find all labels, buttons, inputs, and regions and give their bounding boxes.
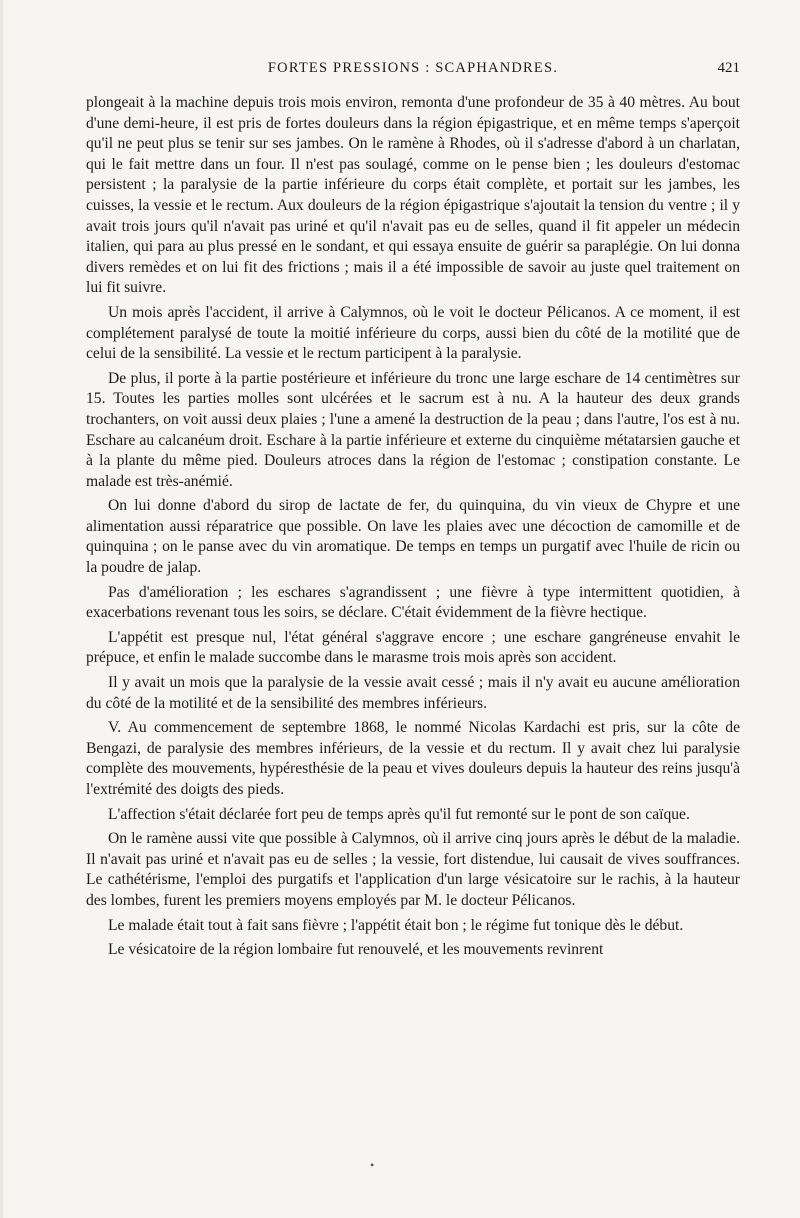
- paragraph: On lui donne d'abord du sirop de lactate de fer, du quinquina, du vin vieux de Chypre et une alimentation aussi réparatrice que possible. On lave les plaies avec une décoction de camomille et de quinquina ; on le panse avec du vin aromatique. De temps en temps un purgatif avec l'huile de ricin ou la poudre de jalap.: [86, 497, 740, 577]
- page-number: 421: [717, 60, 740, 76]
- paragraph: plongeait à la machine depuis trois mois environ, remonta d'une profondeur de 35 à 40 mètres. Au bout d'une demi-heure, il est pris de fortes douleurs dans la région épigastrique, et en même temps s'aperçoit qu'il ne peut plus se tenir sur ses jambes. On le ramène à Rhodes, où il s'adresse d'abord à un charlatan, qui le fait mettre dans un four. Il n'est pas soulagé, comme on le pense bien ; les douleurs d'estomac persistent ; la paralysie de la partie inférieure du corps était complète, et portait sur les jambes, les cuisses, la vessie et le rectum. Aux douleurs de la région épigastrique s'ajoutait la tension du ventre ; il y avait trois jours qu'il n'avait pas uriné et qu'il n'avait pas eu de selles, quand il fit appeler un médecin italien, qui para au plus pressé en le sondant, et qui essaya ensuite de guérir sa paraplégie. On lui donna divers remèdes et on lui fit des frictions ; mais il a été impossible de savoir au juste quel traitement on lui fit suivre.: [86, 94, 740, 297]
- paragraph: Le vésicatoire de la région lombaire fut renouvelé, et les mouvements revinrent: [108, 941, 604, 959]
- footer-mark: •: [370, 1158, 375, 1172]
- running-head: FORTES PRESSIONS : SCAPHANDRES.: [267, 60, 559, 76]
- paragraph: On le ramène aussi vite que possible à Calymnos, où il arrive cinq jours après le début de la maladie. Il n'avait pas uriné et n'avait pas eu de selles ; la vessie, fort distendue, lui causait de vives souffrances. Le cathétérisme, l'emploi des purgatifs et l'application d'un large vésicatoire sur le rachis, à la hauteur des lombes, furent les premiers moyens employés par M. le docteur Pélicanos.: [86, 830, 740, 909]
- page-header: [86, 60, 740, 84]
- page-edge-shadow: [0, 0, 3, 1218]
- paragraph: Le malade était tout à fait sans fièvre ; l'appétit était bon ; le régime fut tonique dès le début.: [108, 916, 684, 934]
- paragraph: Un mois après l'accident, il arrive à Calymnos, où le voit le docteur Pélicanos. A ce moment, il est complétement paralysé de toute la moitié inférieure du corps, aussi bien du côté de la motilité que de celui de la sensibilité. La vessie et le rectum participent à la paralysie.: [86, 303, 740, 363]
- paragraph: V. Au commencement de septembre 1868, le nommé Nicolas Kardachi est pris, sur la côte de Bengazi, de paralysie des membres inférieurs, de la vessie et du rectum. Il y avait chez lui paralysie complète des mouvements, hypéresthésie de la peau et vives douleurs depuis la hauteur des reins jusqu'à l'extrémité des doigts des pieds.: [86, 719, 740, 798]
- paragraph: Pas d'amélioration ; les eschares s'agrandissent ; une fièvre à type intermittent quotidien, à exacerbations revenant tous les soirs, se déclare. C'était évidemment de la fièvre hectique.: [86, 583, 740, 622]
- paragraph: Il y avait un mois que la paralysie de la vessie avait cessé ; mais il n'y avait eu aucune amélioration du côté de la motilité et de la sensibilité des membres inférieurs.: [86, 674, 740, 712]
- paragraph: L'affection s'était déclarée fort peu de temps après qu'il fut remonté sur le pont de son caïque.: [108, 805, 690, 823]
- body-text: [86, 93, 740, 965]
- paragraph: De plus, il porte à la partie postérieure et inférieure du tronc une large eschare de 14 centimètres sur 15. Toutes les parties molles sont ulcérées et le sacrum est à nu. A la hauteur des deux grands trochanters, on voit aussi deux plaies ; l'une a amené la destruction de la peau ; dans l'autre, l'os est à nu. Eschare au calcanéum droit. Eschare à la partie inférieure et externe du cinquième métatarsien gauche et à la plante du même pied. Douleurs atroces dans la région de l'estomac ; constipation constante. Le malade est très-anémié.: [86, 369, 740, 490]
- paragraph: L'appétit est presque nul, l'état général s'aggrave encore ; une eschare gangréneuse envahit le prépuce, et enfin le malade succombe dans le marasme trois mois après son accident.: [86, 628, 740, 667]
